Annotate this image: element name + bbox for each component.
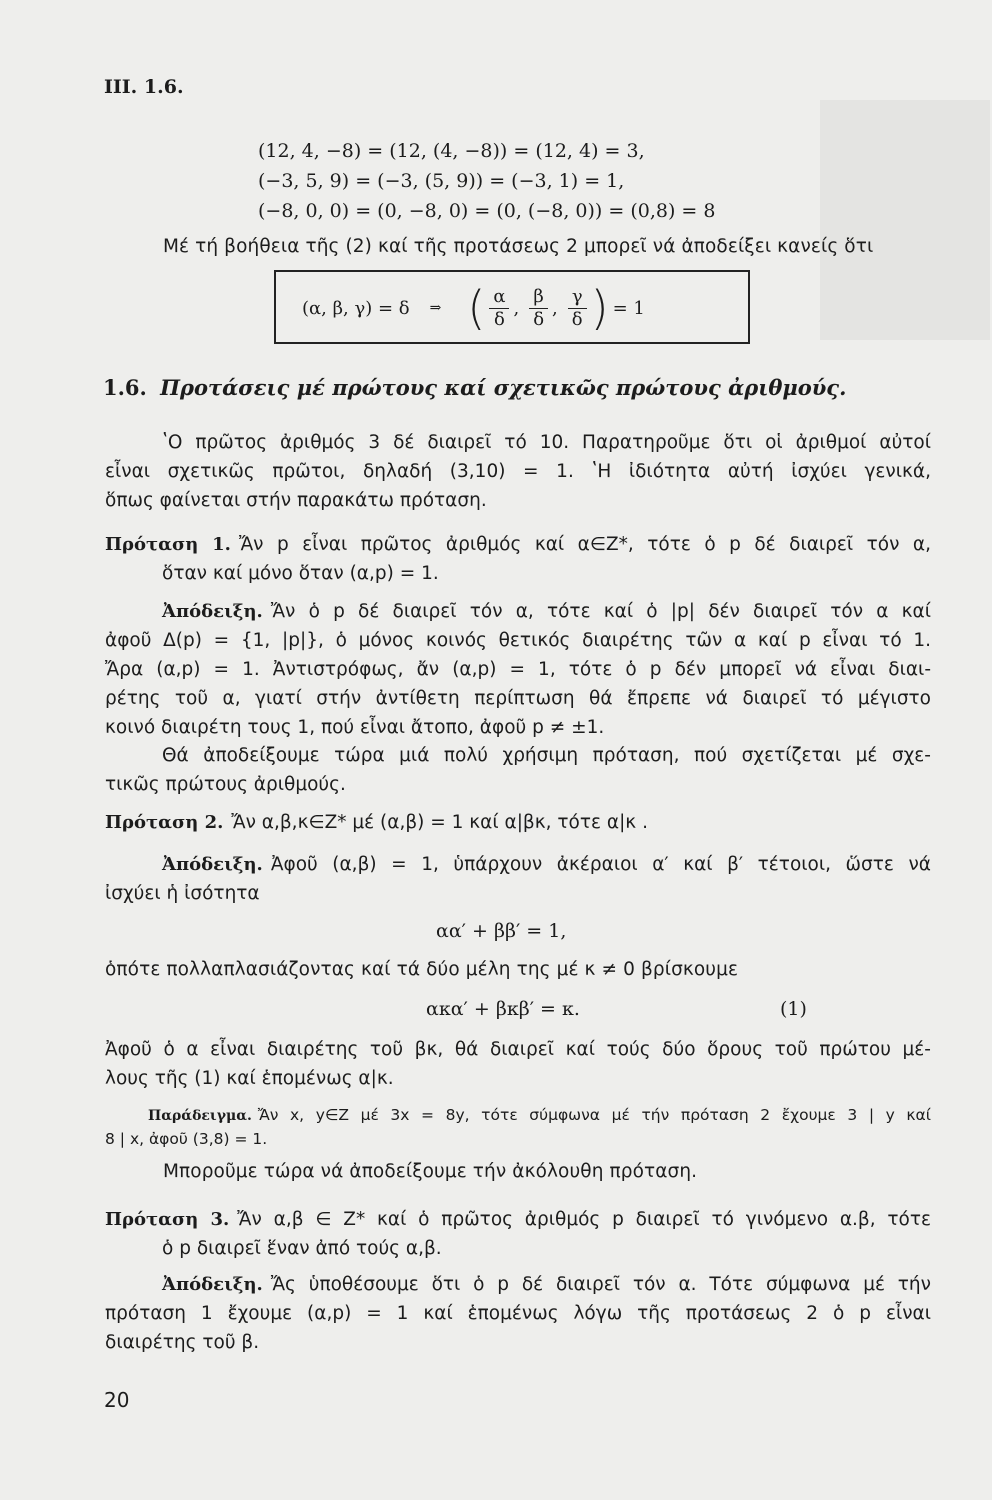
bleed-through-shadow xyxy=(820,100,990,340)
text-line: ὁπότε πολλαπλασιάζοντας καί τά δύο μέλη της μέ κ ≠ 0 βρίσκουμε xyxy=(105,959,739,980)
text-line: Ἄν x, y∈Z μέ 3x = 8y, τότε σύμφωνα μέ τήν πρόταση 2 ἔχουμε 3 | y καί xyxy=(257,1106,931,1124)
text-line: Ἀφοῦ (α,β) = 1, ὑπάρχουν ἀκέραιοι α′ καί β′ τέτοιοι, ὥστε νά xyxy=(270,854,931,875)
gcd-example-3: (−8, 0, 0) = (0, −8, 0) = (0, (−8, 0)) = (0,8) = 8 xyxy=(258,200,716,222)
proof-2 xyxy=(105,850,931,908)
text-line: Ἄν p εἶναι πρῶτος ἀριθμός καί α∈Z*, τότε ὁ p δέ διαιρεῖ τόν α, xyxy=(238,534,931,555)
gcd-example-2: (−3, 5, 9) = (−3, (5, 9)) = (−3, 1) = 1, xyxy=(258,170,625,192)
formula-rhs: = 1 xyxy=(612,297,645,319)
page-number: 20 xyxy=(104,1388,130,1412)
text-line: ρέτης τοῦ α, γιατί στήν ἀντίθετη περίπτωση θά ἔπρεπε νά διαιρεῖ τό μέγιστο xyxy=(105,688,931,709)
section-title: Προτάσεις μέ πρώτους καί σχετικῶς πρώτους ἀριθμούς. xyxy=(160,375,847,400)
text-line: λους τῆς (1) καί ἑπομένως α|κ. xyxy=(105,1068,394,1089)
equation-1: αα′ + ββ′ = 1, xyxy=(436,920,567,942)
section-number: 1.6. xyxy=(103,375,147,400)
proof-2-conclusion xyxy=(105,1035,931,1093)
equation-tag: (1) xyxy=(780,998,807,1020)
text-line: Ἄς ὑποθέσουμε ὅτι ὁ p δέ διαιρεῖ τόν α. Τότε σύμφωνα μέ τήν xyxy=(270,1274,931,1295)
fraction-alpha: $\frac{\alpha}{\delta}$ xyxy=(489,286,509,331)
text-line: Ἄν ὁ p δέ διαιρεῖ τόν α, τότε καί ὁ |p| δέν διαιρεῖ τόν α καί xyxy=(270,601,931,622)
fraction-gamma: $\frac{\gamma}{\delta}$ xyxy=(568,286,587,331)
paragraph-3: Μποροῦμε τώρα νά ἀποδείξουμε τήν ἀκόλουθη πρόταση. xyxy=(163,1161,698,1182)
paragraph-2 xyxy=(105,741,931,799)
text-line: Θά ἀποδείξουμε τώρα μιά πολύ χρήσιμη πρόταση, πού σχετίζεται μέ σχε- xyxy=(162,745,931,766)
example xyxy=(105,1103,931,1151)
proposition-label: Πρόταση 2. xyxy=(105,812,224,833)
section-reference: III. 1.6. xyxy=(104,76,184,98)
text-line: ὅταν καί μόνο ὅταν (α,p) = 1. xyxy=(162,563,439,584)
proposition-2 xyxy=(105,808,931,837)
gcd-example-1: (12, 4, −8) = (12, (4, −8)) = (12, 4) = 3, xyxy=(258,140,645,162)
text-line: ὅπως φαίνεται στήν παρακάτω πρόταση. xyxy=(105,490,487,511)
formula-lhs: (α, β, γ) = δ xyxy=(302,297,410,319)
text-line: ὁ p διαιρεῖ ἕναν ἀπό τούς α,β. xyxy=(162,1238,442,1259)
proposition-1 xyxy=(105,530,931,588)
text-line: Ἄν α,β ∈ Z* καί ὁ πρῶτος ἀριθμός p διαιρεῖ τό γινόμενο α.β, τότε xyxy=(237,1209,932,1230)
left-paren: ( xyxy=(467,281,486,335)
fraction-beta: $\frac{\beta}{\delta}$ xyxy=(529,286,548,331)
text-line: εἶναι σχετικῶς πρῶτοι, δηλαδή (3,10) = 1. ʽΗ ἰδιότητα αὐτή ἰσχύει γενικά, xyxy=(105,461,931,482)
text-line: Ἄρα (α,p) = 1. Ἀντιστρόφως, ἄν (α,p) = 1, τότε ὁ p δέν μπορεῖ νά εἶναι διαι- xyxy=(105,659,931,680)
text-line: διαιρέτης τοῦ β. xyxy=(105,1332,260,1353)
proof-label: Ἀπόδειξη. xyxy=(162,1274,263,1295)
section-heading xyxy=(103,375,846,400)
text-line: Ἀφοῦ ὁ α εἶναι διαιρέτης τοῦ βκ, θά διαιρεῖ καί τούς δύο ὅρους τοῦ πρώτου μέ- xyxy=(105,1039,931,1060)
text-line: ἀφοῦ Δ(p) = {1, |p|}, ὁ μόνος κοινός θετικός διαιρέτης τῶν α καί p εἶναι τό 1. xyxy=(105,630,931,651)
proposition-label: Πρόταση 1. xyxy=(105,534,231,555)
proof-3 xyxy=(105,1270,931,1357)
text-line: κοινό διαιρέτη τους 1, πού εἶναι ἄτοπο, ἀφοῦ p ≠ ±1. xyxy=(105,717,605,738)
text-line: 8 | x, ἀφοῦ (3,8) = 1. xyxy=(105,1130,268,1148)
text-line: πρόταση 1 ἔχουμε (α,p) = 1 καί ἑπομένως λόγω τῆς προτάσεως 2 ὁ p εἶναι xyxy=(105,1303,931,1324)
text-line: Ἄν α,β,κ∈Z* μέ (α,β) = 1 καί α|βκ, τότε α|κ . xyxy=(231,812,648,833)
proposition-label: Πρόταση 3. xyxy=(105,1209,230,1230)
right-paren: ) xyxy=(590,281,609,335)
proof-1 xyxy=(105,597,931,742)
proof-label: Ἀπόδειξη. xyxy=(162,601,263,622)
text-line: ἰσχύει ἡ ἰσότητα xyxy=(105,883,260,904)
intro-line: Μέ τή βοήθεια τῆς (2) καί τῆς προτάσεως 2 μπορεῖ νά ἀποδείξει κανείς ὅτι xyxy=(163,236,874,257)
text-line: τικῶς πρώτους ἀριθμούς. xyxy=(105,774,346,795)
paragraph-1 xyxy=(105,428,931,515)
implies-arrow: ⇒ xyxy=(429,300,442,316)
example-label: Παράδειγμα. xyxy=(148,1108,252,1124)
proof-label: Ἀπόδειξη. xyxy=(162,854,263,875)
proposition-3 xyxy=(105,1205,931,1263)
boxed-formula: (α, β, γ) = δ ⇒ ( $\frac{\alpha}{\delta}$ , $\frac{\beta}{\delta}$ , $\frac{\gamma}{\delta}$ ) = 1 xyxy=(274,270,750,344)
equation-2: ακα′ + βκβ′ = κ. xyxy=(426,998,580,1020)
text-line: ʽΟ πρῶτος ἀριθμός 3 δέ διαιρεῖ τό 10. Παρατηροῦμε ὅτι οἱ ἀριθμοί αὐτοί xyxy=(162,432,931,453)
